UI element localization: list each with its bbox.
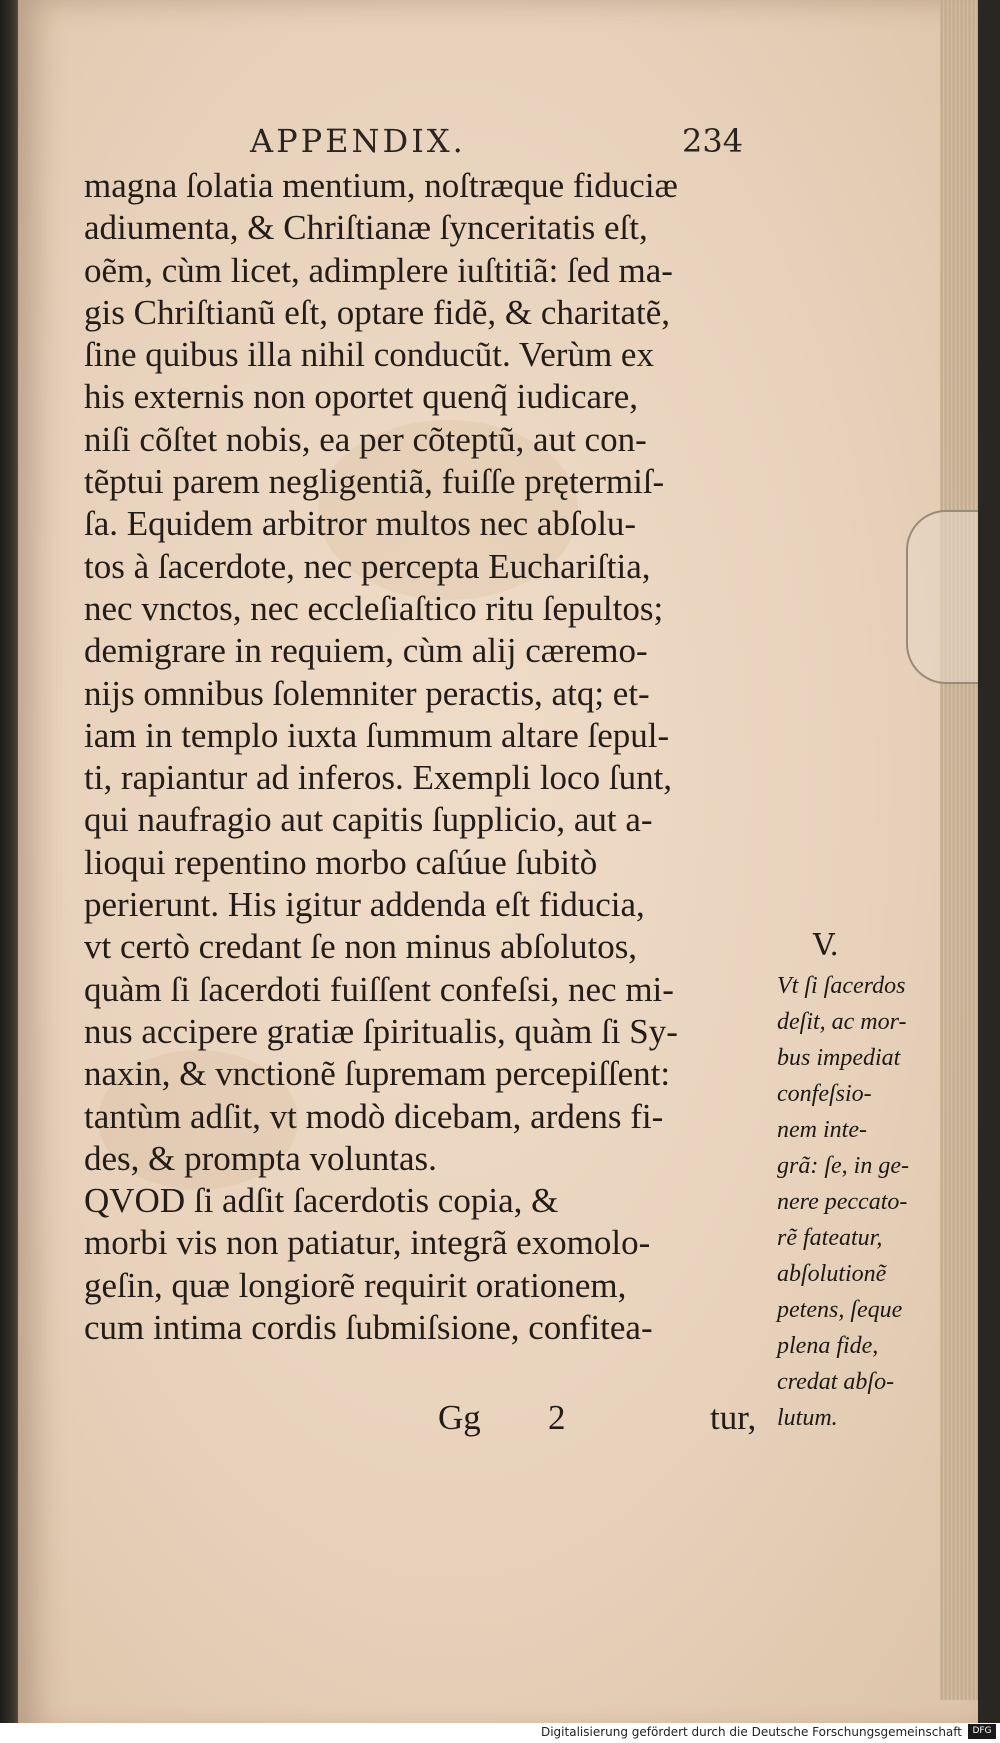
text-line: demigrare in requiem, cùm alij cæremo-: [84, 631, 648, 671]
text-line: lioqui repentino morbo caſúue ſubitò: [84, 842, 598, 882]
margin-note-line: plena fide,: [777, 1333, 879, 1359]
text-line: nec vnctos, nec eccleſiaſtico ritu ſepultos;: [84, 588, 664, 628]
margin-note-line: Vt ſi ſacerdos: [777, 973, 906, 999]
text-line: tantùm adſit, vt modò dicebam, ardens fi-: [84, 1096, 664, 1136]
margin-note-line: petens, ſeque: [777, 1297, 903, 1323]
text-line: qui naufragio aut capitis ſupplicio, aut a-: [84, 800, 653, 840]
text-line: tos à ſacerdote, nec percepta Euchariſtia,: [84, 546, 651, 586]
text-line: his externis non oportet quenq̃ iudicare,: [84, 377, 639, 417]
text-line: adiumenta, & Chriſtianæ ſynceritatis eſt,: [84, 208, 648, 248]
text-line: ſine quibus illa nihil conducũt. Verùm ex: [84, 335, 654, 375]
signature-mark: Gg: [438, 1398, 481, 1437]
margin-note: [777, 968, 957, 1436]
text-line: ſa. Equidem arbitror multos nec abſolu-: [84, 504, 637, 544]
text-line: tẽptui parem negligentiã, fuiſſe prętermiſ-: [84, 462, 665, 502]
text-line: oẽm, cùm licet, adimplere iuſtitiã: ſed ma-: [84, 250, 673, 290]
margin-note-line: lutum.: [777, 1405, 838, 1431]
margin-note-line: deſit, ac mor-: [777, 1009, 907, 1035]
margin-note-line: bus impediat: [777, 1045, 901, 1071]
margin-note-line: rẽ fateatur,: [777, 1225, 883, 1251]
text-line: geſin, quæ longiorẽ requirit orationem,: [84, 1265, 627, 1305]
text-line: quàm ſi ſacerdoti fuiſſent confeſsi, nec mi-: [84, 969, 674, 1009]
margin-note-line: credat abſo-: [777, 1369, 895, 1395]
text-line: vt certò credant ſe non minus abſolutos,: [84, 927, 638, 967]
signature-number: 2: [548, 1398, 566, 1437]
text-line: niſi cõſtet nobis, ea per cõteptũ, aut con-: [84, 419, 647, 459]
text-line: nus accipere gratiæ ſpiritualis, quàm ſi Sy-: [84, 1011, 678, 1051]
body-text: [84, 165, 784, 1349]
margin-note-line: grã: ſe, in ge-: [777, 1153, 909, 1179]
margin-note-number: V.: [813, 928, 839, 963]
running-title: APPENDIX.: [250, 122, 466, 160]
book-page: [18, 0, 978, 1735]
digitization-credit: Digitalisierung gefördert durch die Deutsche Forschungsgemeinschaft: [540, 1725, 962, 1739]
text-line: magna ſolatia mentium, noſtræque fiduciæ: [84, 166, 678, 205]
text-line: perierunt. His igitur addenda eſt fiducia,: [84, 885, 645, 925]
catchword: tur,: [710, 1398, 757, 1437]
text-line: ti, rapiantur ad inferos. Exempli loco ſunt,: [84, 758, 673, 798]
margin-note-line: confeſsio-: [777, 1081, 872, 1107]
text-line: des, & prompta voluntas.: [84, 1138, 437, 1178]
margin-note-line: nem inte-: [777, 1117, 867, 1143]
text-line: morbi vis non patiatur, integrã exomolo-: [84, 1223, 651, 1263]
page-edges: [940, 0, 978, 1700]
text-line: nijs omnibus ſolemniter peractis, atq; et-: [84, 673, 650, 713]
text-line: iam in templo iuxta ſummum altare ſepul-: [84, 715, 670, 755]
running-head: [18, 122, 778, 162]
dfg-logo: DFG: [968, 1724, 996, 1739]
text-line: cum intima cordis ſubmiſsione, confitea-: [84, 1308, 653, 1348]
text-line: naxin, & vnctionẽ ſupremam percepiſſent:: [84, 1054, 671, 1094]
margin-note-line: nere peccato-: [777, 1189, 908, 1215]
margin-note-line: abſolutionẽ: [777, 1261, 887, 1287]
text-line: QVOD ſi adſit ſacerdotis copia, &: [84, 1181, 559, 1221]
bookmark-tab: [906, 510, 978, 684]
text-line: gis Chriſtianũ eſt, optare fidẽ, & charitatẽ,: [84, 292, 671, 332]
page-number: 234: [682, 122, 744, 160]
